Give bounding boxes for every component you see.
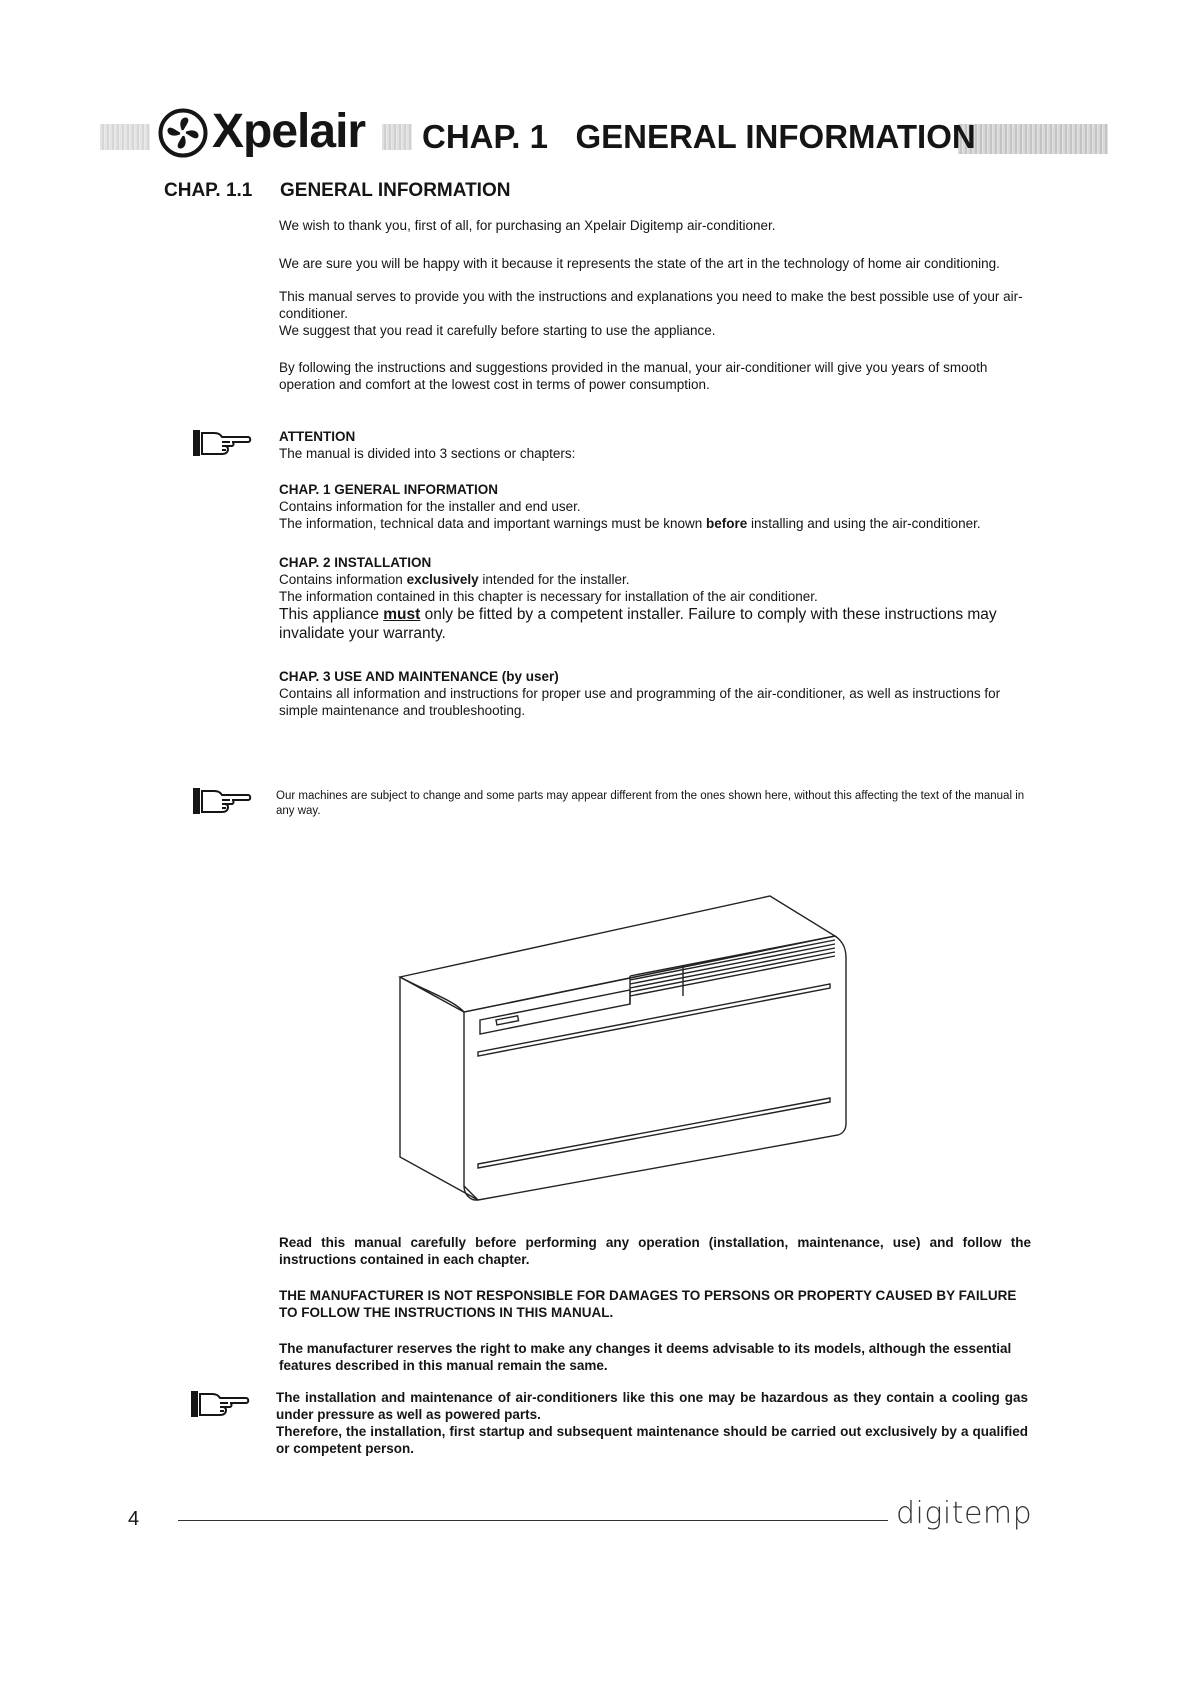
pointing-hand-icon xyxy=(190,1389,252,1419)
header-band-left xyxy=(100,124,150,150)
footer-rule xyxy=(178,1520,888,1521)
attention-lead: The manual is divided into 3 sections or chapters: xyxy=(279,446,576,461)
chap3-line1: Contains all information and instructions for proper use and programming of the air-conditioner, as well as instructions for simple maintenance and troubleshooting. xyxy=(279,686,1001,718)
footer-product-name: digitemp xyxy=(896,1496,1033,1531)
xpelair-fan-logo-icon xyxy=(158,108,208,158)
chap1-title: CHAP. 1 GENERAL INFORMATION xyxy=(279,482,499,497)
header-band-right xyxy=(958,124,1108,154)
chapter-title: CHAP. 1 GENERAL INFORMATION xyxy=(422,118,976,155)
warning-model-changes: The manufacturer reserves the right to make any changes it deems advisable to its models, although the essential features described in this manual remain the same. xyxy=(279,1341,1012,1373)
chap2-line1-pre: Contains information xyxy=(279,572,407,587)
brand-name: Xpelair xyxy=(212,105,366,158)
chap1-line2 xyxy=(279,515,1031,532)
chap2-line3-post: only be fitted by a competent installer. Failure to comply with these instructions may invalidate your warranty. xyxy=(279,606,997,642)
section-title: GENERAL INFORMATION xyxy=(280,180,511,201)
chap3-title: CHAP. 3 USE AND MAINTENANCE (by user) xyxy=(279,669,559,684)
chap2-line1-bold: exclusively xyxy=(406,572,479,587)
chap2-line3 xyxy=(279,605,1031,643)
intro-p3 xyxy=(279,288,1031,339)
air-conditioner-illustration xyxy=(398,892,850,1204)
chap2-line3-must: must xyxy=(383,606,421,623)
intro-p2: We are sure you will be happy with it because it represents the state of the art in the technology of home air conditioning. xyxy=(279,256,1000,271)
chap2-line1 xyxy=(279,571,1031,588)
chap2-line1-post: intended for the installer. xyxy=(478,572,630,587)
chap2-title: CHAP. 2 INSTALLATION xyxy=(279,555,432,570)
warning-qualified-person: Therefore, the installation, first startup and subsequent maintenance should be carried out exclusively by a qualified or competent person. xyxy=(276,1424,1028,1456)
chap1-line2-bold: before xyxy=(705,516,748,531)
section-number: CHAP. 1.1 xyxy=(164,180,253,201)
intro-p3b: We suggest that you read it carefully before starting to use the appliance. xyxy=(279,323,716,338)
chap1-line2-pre: The information, technical data and important warnings must be known xyxy=(279,516,706,531)
page-number: 4 xyxy=(128,1508,140,1530)
pointing-hand-icon xyxy=(192,428,254,458)
pointing-hand-icon xyxy=(192,786,254,816)
chap2-line2: The information contained in this chapter is necessary for installation of the air conditioner. xyxy=(279,589,818,604)
intro-p3a: This manual serves to provide you with the instructions and explanations you need to make the best possible use of your air-conditioner. xyxy=(279,289,1023,321)
warning-hazard: The installation and maintenance of air-conditioners like this one may be hazardous as they contain a cooling gas under pressure as well as powered parts. xyxy=(276,1390,1028,1422)
attention-heading: ATTENTION xyxy=(279,429,356,444)
header-band-mid xyxy=(382,124,412,150)
chap1-line2-post: installing and using the air-conditioner. xyxy=(747,516,981,531)
chap1-line1: Contains information for the installer and end user. xyxy=(279,499,581,514)
note-text: Our machines are subject to change and some parts may appear different from the ones shown here, without this affecting the text of the manual in any way. xyxy=(276,790,1025,817)
warning-read-manual: Read this manual carefully before performing any operation (installation, maintenance, use) and follow the instructions contained in each chapter. xyxy=(279,1235,1031,1267)
chap2-line3-pre: This appliance xyxy=(279,606,384,623)
intro-p4: By following the instructions and suggestions provided in the manual, your air-conditioner will give you years of smooth operation and comfort at the lowest cost in terms of power consumption. xyxy=(279,360,988,392)
warning-manufacturer-liability: THE MANUFACTURER IS NOT RESPONSIBLE FOR DAMAGES TO PERSONS OR PROPERTY CAUSED BY FAILURE TO FOLLOW THE INSTRUCTIONS IN THIS MANUAL. xyxy=(279,1288,1017,1320)
intro-p1: We wish to thank you, first of all, for purchasing an Xpelair Digitemp air-conditioner. xyxy=(279,218,776,233)
